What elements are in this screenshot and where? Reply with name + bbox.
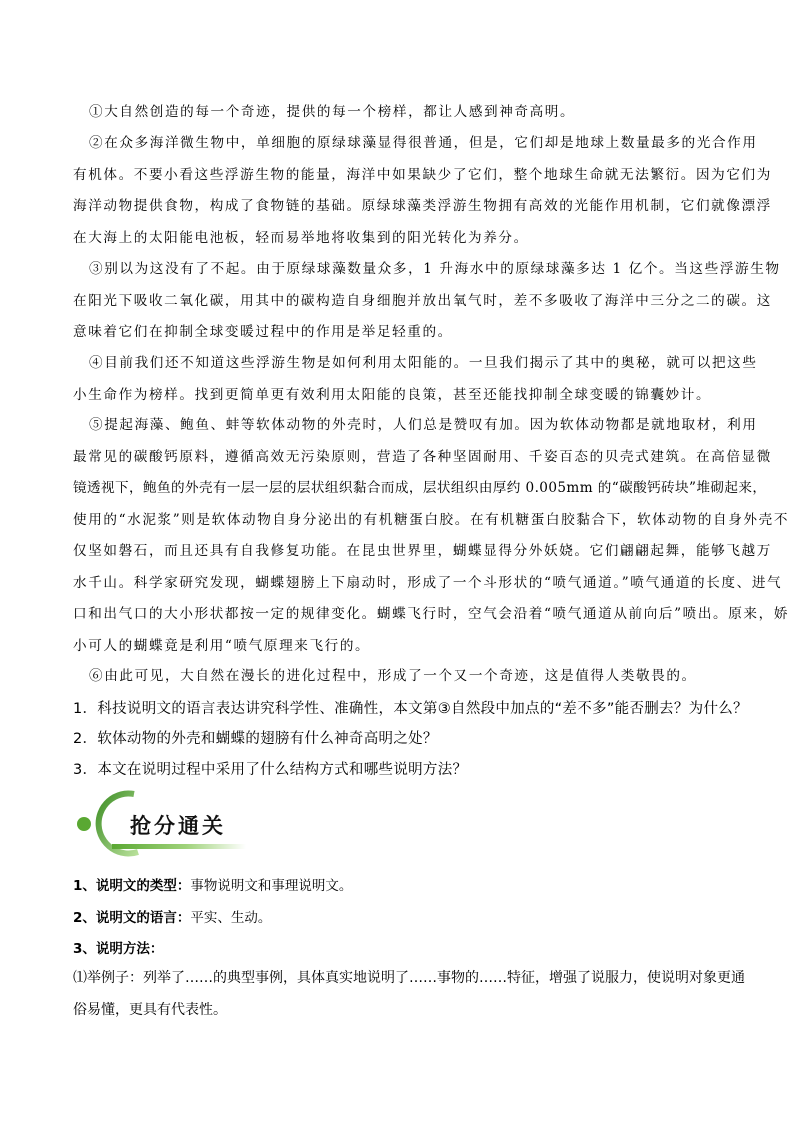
note-line: 俗易懂，更具有代表性。 xyxy=(73,1002,227,1018)
note-line: ⑴举例子：列举了……的典型事例，具体真实地说明了……事物的……特征，增强了说服力，使说明对象更通 xyxy=(73,970,745,986)
paragraph-line: 意味着它们在抑制全球变暖过程中的作用是举足轻重的。 xyxy=(73,324,453,340)
paragraph-line: ③别以为这没有了不起。由于原绿球藻数量众多，1 升海水中的原绿球藻多达 1 亿个。当这些浮游生物 xyxy=(89,261,781,277)
question-1: 1．科技说明文的语言表达讲究科学性、准确性，本文第③自然段中加点的“差不多”能否删去？为什么？ xyxy=(73,701,748,717)
note-label: 1、说明文的类型： xyxy=(73,878,191,894)
question-3: 3．本文在说明过程中采用了什么结构方式和哪些说明方法？ xyxy=(73,762,468,778)
note-label: 2、说明文的语言： xyxy=(73,910,191,926)
paragraph-line: 在大海上的太阳能电池板，轻而易举地将收集到的阳光转化为养分。 xyxy=(73,229,529,246)
note-type xyxy=(73,874,352,894)
banner-underline xyxy=(112,844,246,849)
paragraph-line: 仅坚如磐石，而且还具有自我修复功能。在昆虫世界里，蝴蝶显得分外妖娆。它们翩翩起舞，能够飞越万 xyxy=(73,543,772,559)
paragraph-4 xyxy=(73,348,758,411)
paragraph-line: 有机体。不要小看这些浮游生物的能量，海洋中如果缺少了它们，整个地球生命就无法繁衍。因为它们为 xyxy=(73,166,772,183)
paragraph-line: ①大自然创造的每一个奇迹，提供的每一个榜样，都让人感到神奇高明。 xyxy=(89,104,576,120)
note-language xyxy=(73,906,271,926)
section-title: 抢分通关 xyxy=(130,814,226,838)
paragraph-5 xyxy=(73,410,790,662)
banner-dot-icon xyxy=(77,817,91,831)
paragraph-line: ④目前我们还不知道这些浮游生物是如何利用太阳能的。一旦我们揭示了其中的奥秘，就可以把这些 xyxy=(89,355,758,371)
paragraph-1 xyxy=(73,97,723,129)
paragraph-line: 在阳光下吸收二氧化碳，用其中的碳构造自身细胞并放出氧气时，差不多吸收了海洋中三分之二的碳。这 xyxy=(73,292,772,309)
note-label: 3、说明方法： xyxy=(73,941,164,957)
paragraph-2 xyxy=(73,128,772,254)
paragraph-6 xyxy=(73,661,723,693)
paragraph-line: 口和出气口的大小形状都按一定的规律变化。蝴蝶飞行时，空气会沿着“喷气通道从前向后”喷出。原来，娇 xyxy=(73,606,790,622)
note-methods xyxy=(73,937,163,957)
paragraph-3 xyxy=(73,254,781,349)
paragraph-line: 水千山。科学家研究发现，蝴蝶翅膀上下扇动时，形成了一个斗形状的“喷气通道。”喷气通道的长度、进气 xyxy=(73,574,783,591)
paragraph-line: 小可人的蝴蝶竟是利用“喷气原理来飞行的。 xyxy=(73,637,371,654)
paragraph-line: 镜透视下，鲍鱼的外壳有一层一层的层状组织黏合而成，层状组织由厚约 0.005mm 的“碳酸钙砖块”堆砌起来， xyxy=(73,480,767,496)
paragraph-line: 小生命作为榜样。找到更简单更有效利用太阳能的良策，甚至还能找抑制全球变暖的锦囊妙计。 xyxy=(73,386,712,403)
note-text: 平实、生动。 xyxy=(190,910,272,926)
paragraph-line: ⑥由此可见，大自然在漫长的进化过程中，形成了一个又一个奇迹，这是值得人类敬畏的。 xyxy=(89,668,697,684)
method-note xyxy=(73,962,745,1026)
paragraph-line: 使用的“水泥浆”则是软体动物自身分泌出的有机糖蛋白胶。在有机糖蛋白胶黏合下，软体动物的自身外壳不 xyxy=(73,511,790,528)
note-text: 事物说明文和事理说明文。 xyxy=(190,878,353,894)
paragraph-line: ②在众多海洋微生物中，单细胞的原绿球藻显得很普通，但是，它们却是地球上数量最多的光合作用 xyxy=(89,135,758,151)
paragraph-line: 最常见的碳酸钙原料，遵循高效无污染原则，营造了各种坚固耐用、千姿百态的贝壳式建筑。在高倍显微 xyxy=(73,448,772,465)
paragraph-line: 海洋动物提供食物，构成了食物链的基础。原绿球藻类浮游生物拥有高效的光能作用机制，它们就像漂浮 xyxy=(73,198,772,214)
question-2: 2．软体动物的外壳和蝴蝶的翅膀有什么神奇高明之处？ xyxy=(73,731,438,747)
paragraph-line: ⑤提起海藻、鲍鱼、蚌等软体动物的外壳时，人们总是赞叹有加。因为软体动物都是就地取材，利用 xyxy=(89,417,758,433)
